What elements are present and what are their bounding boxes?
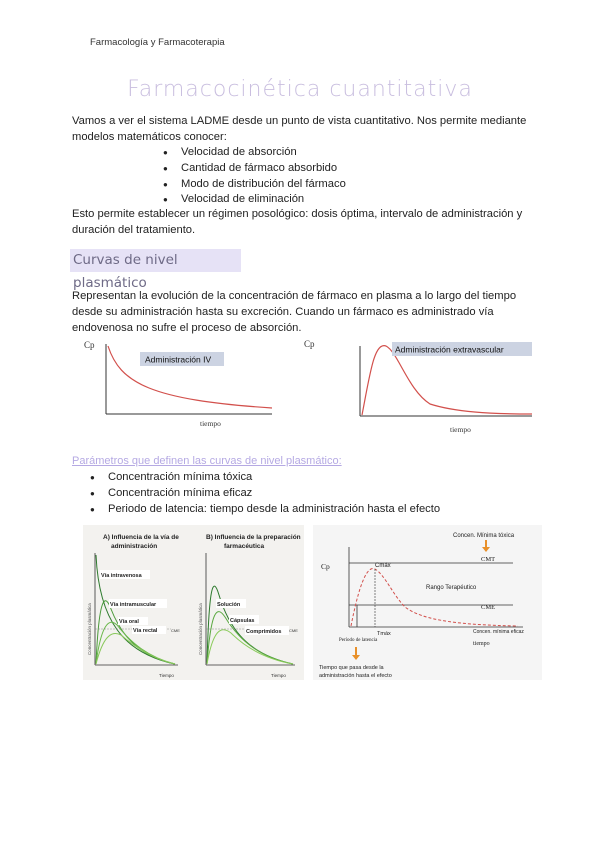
label-capsules: Cápsulas — [230, 618, 255, 624]
label-im: Vía intramuscular — [110, 602, 157, 608]
label-iv: Vía intravenosa — [101, 573, 142, 579]
list-item: ● Velocidad de absorción — [163, 145, 346, 161]
arrow-down-icon — [482, 540, 490, 552]
curve-rectal — [96, 634, 175, 664]
tmax-label: Tmáx — [377, 631, 391, 637]
cmt-tick: CMT — [481, 556, 496, 563]
text-line: Esto permite establecer un régimen posológico: dosis óptima, intervalo de administración y — [72, 208, 523, 220]
intro-bullet-list — [163, 145, 346, 208]
ev-curve — [362, 346, 532, 415]
latency-label: Período de latencia — [339, 638, 378, 643]
text-line: desde su administración hasta su excreción. Cuando un fármaco es administrado vía — [72, 305, 494, 318]
fig-a-title: A) Influencia de la vía de — [103, 534, 179, 541]
params-bullet-list — [90, 470, 440, 517]
x-axis-label: tiempo — [450, 425, 471, 434]
fig-b-title: B) Influencia de la preparación — [206, 534, 301, 541]
cp-label: Cp — [321, 562, 330, 571]
list-item: ● Velocidad de eliminación — [163, 192, 346, 208]
cp-label: Cp — [304, 339, 315, 349]
curves-paragraph — [72, 289, 532, 336]
therapeutic-range-svg — [313, 525, 542, 680]
page-header: Farmacología y Farmacoterapia — [90, 37, 225, 48]
label-tablets: Comprimidos — [246, 629, 282, 635]
params-heading: Parámetros que definen las curvas de nivel plasmático: — [72, 455, 342, 467]
intro-paragraph — [72, 114, 532, 146]
cme-tick: CME — [481, 604, 496, 611]
arrow-down-icon — [352, 647, 360, 660]
cp-label: Cp — [84, 340, 95, 350]
iv-label: Administración IV — [145, 354, 212, 365]
intro-line: Vamos a ver el sistema LADME desde un punto de vista cuantitativo. Nos permite mediante — [72, 115, 527, 127]
cme-label: Concen. mínima eficaz — [473, 629, 524, 635]
text-line: duración del tratamiento. — [72, 223, 196, 236]
latency-note: Tiempo que pasa desde la — [319, 665, 384, 671]
label-oral: Vía oral — [119, 619, 139, 625]
intro-line: modelos matemáticos conocer: — [72, 130, 227, 143]
fig-a-xlabel: Tiempo — [159, 673, 174, 678]
fig-b-title: farmacéutica — [224, 543, 265, 550]
cme-tick: CME — [289, 628, 298, 633]
cmt-label: Concen. Mínima tóxica — [453, 533, 515, 539]
fig-b-ylabel: Concentración plasmática — [198, 603, 203, 655]
list-item: ● Cantidad de fármaco absorbido — [163, 161, 346, 177]
label-solution: Solución — [217, 602, 241, 608]
cmax-label: Cmáx — [375, 563, 391, 569]
text-line: Representan la evolución de la concentración de fármaco en plasma a lo largo del tiempo — [72, 290, 517, 302]
list-item: ● Modo de distribución del fármaco — [163, 177, 346, 193]
x-axis-label: tiempo — [200, 419, 221, 428]
latency-note: administración hasta el efecto — [319, 673, 392, 679]
posology-paragraph — [72, 207, 532, 239]
fig-b-xlabel: Tiempo — [271, 673, 286, 678]
section-heading: Curvas de nivel plasmático — [70, 249, 241, 272]
list-item: ● Concentración mínima tóxica — [90, 470, 440, 486]
page-title: Farmacocinética cuantitativa — [127, 77, 473, 102]
route-prep-figure-svg — [83, 525, 304, 680]
plasma-curve — [351, 568, 518, 626]
text-line: endovenosa no sufre el proceso de absorción. — [72, 321, 302, 334]
fig-a-title: administración — [111, 543, 158, 550]
cme-tick: CME — [171, 628, 180, 633]
range-label: Rango Terapéutico — [426, 585, 477, 591]
fig-a-ylabel: Concentración plasmática — [87, 603, 92, 655]
curve-solution — [207, 586, 293, 664]
ev-graph — [300, 334, 540, 438]
iv-graph — [80, 338, 280, 438]
ev-label: Administración extravascular — [395, 344, 504, 355]
list-item: ● Concentración mínima eficaz — [90, 486, 440, 502]
label-rectal: Vía rectal — [133, 628, 158, 634]
time-label: tiempo — [473, 641, 490, 647]
list-item: ● Periodo de latencia: tiempo desde la administración hasta el efecto — [90, 502, 440, 518]
